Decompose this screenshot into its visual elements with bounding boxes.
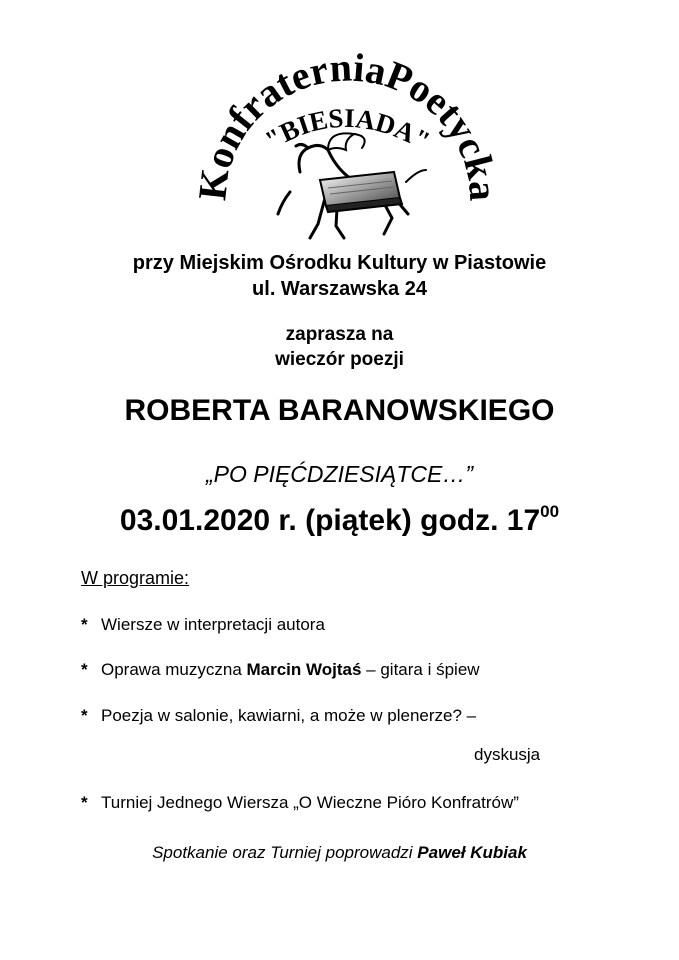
program-item-2-post: – gitara i śpiew	[361, 660, 480, 679]
invitation-line-2: wieczór poezji	[275, 349, 404, 370]
bullet: *	[81, 706, 88, 725]
program-heading: W programie:	[81, 568, 190, 588]
program-item-1	[81, 615, 325, 635]
program-item-3-text: Poezja w salonie, kawiarni, a może w plenerze? –	[101, 706, 477, 725]
event-time-minutes: 00	[540, 502, 560, 521]
program-item-4	[81, 793, 519, 813]
organizer-line-1: przy Miejskim Ośrodku Kultury w Piastowie	[132, 252, 547, 274]
author-name: ROBERTA BARANOWSKIEGO	[124, 394, 555, 427]
event-date	[0, 502, 679, 538]
musician-name: Marcin Wojtaś	[246, 660, 362, 679]
footer-host-line	[0, 843, 679, 863]
program-item-3	[81, 706, 476, 726]
logo-name-text: "BIESIADA"	[259, 102, 435, 157]
svg-text:"BIESIADA"	[260, 103, 435, 156]
program-item-2-pre: Oprawa muzyczna	[101, 660, 247, 679]
footer-text: Spotkanie oraz Turniej poprowadzi	[152, 843, 418, 862]
program-item-2	[81, 660, 480, 680]
event-date-text: 03.01.2020 r. (piątek) godz. 17	[119, 504, 541, 537]
bullet: *	[81, 660, 88, 679]
bullet: *	[81, 793, 88, 812]
book-icon	[320, 172, 402, 212]
logo-arc-text: KonfraterniaPoetycka	[189, 44, 507, 203]
event-subtitle: „PO PIĘĆDZIESIĄTCE…”	[205, 461, 474, 487]
program-item-4-text: Turniej Jednego Wiersza „O Wieczne Pióro Konfratrów”	[101, 793, 519, 812]
bullet: *	[81, 615, 88, 634]
program-item-1-text: Wiersze w interpretacji autora	[101, 615, 325, 634]
host-name: Paweł Kubiak	[417, 843, 527, 862]
organizer-address: ul. Warszawska 24	[252, 278, 427, 300]
konfraternia-logo	[178, 42, 508, 252]
program-item-3-continuation: dyskusja	[474, 745, 541, 764]
invitation-line-1: zaprasza na	[285, 324, 394, 345]
